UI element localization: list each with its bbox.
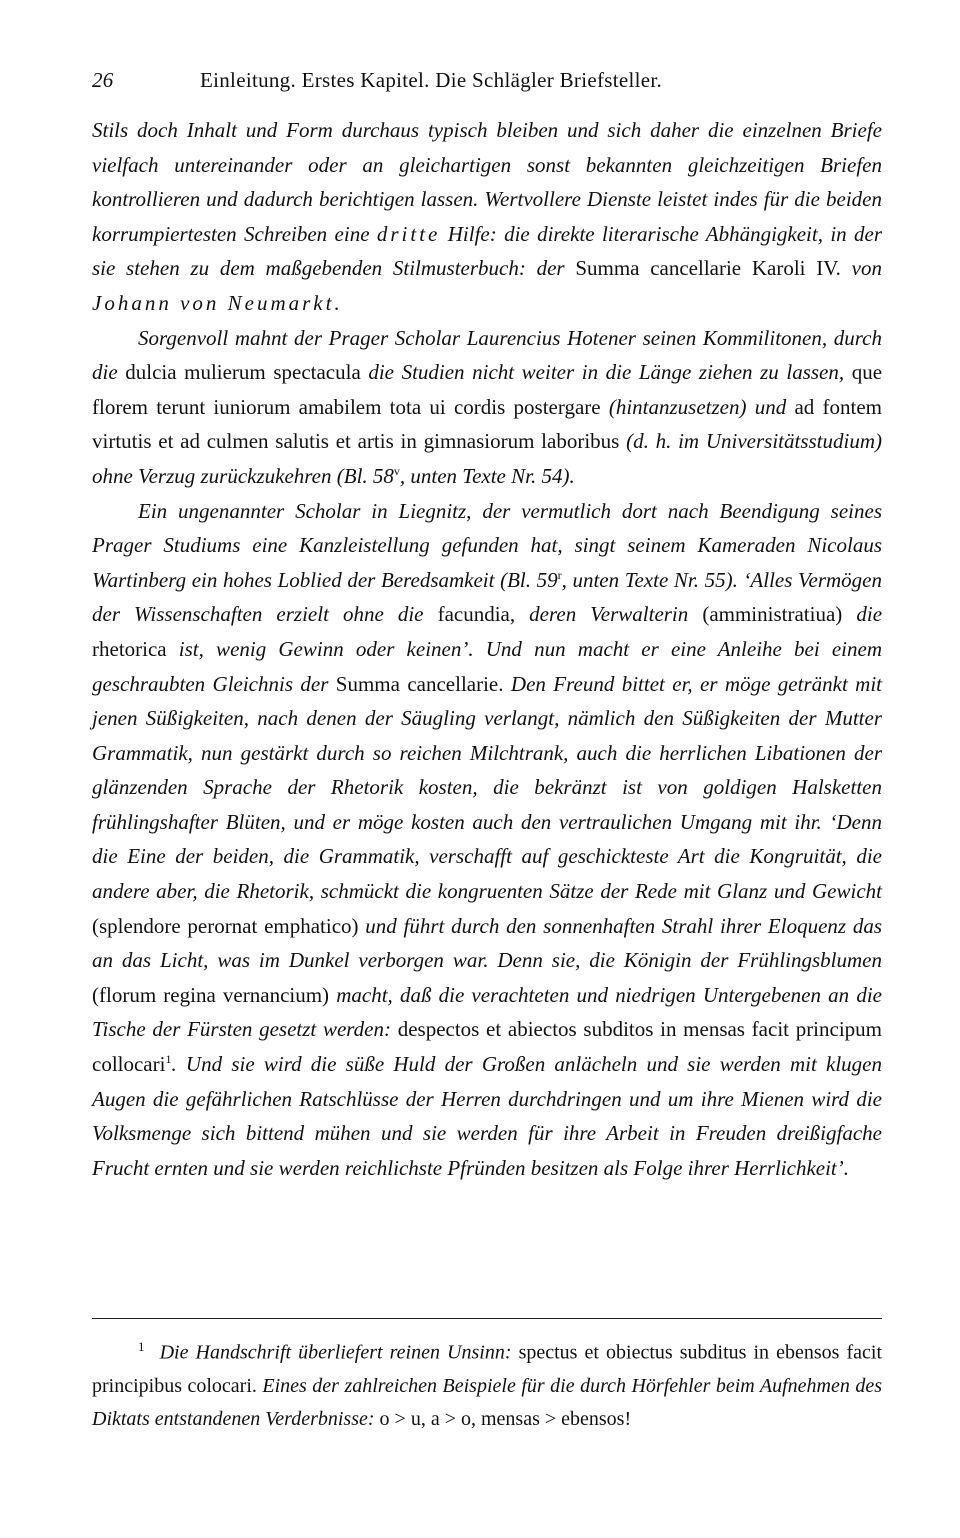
text-segment: Die Handschrift überliefert reinen Unsinn:: [159, 1341, 519, 1364]
running-title: Einleitung. Erstes Kapitel. Die Schlägler Briefsteller.: [200, 68, 663, 92]
text-segment: (splendore perornat emphatico): [92, 913, 359, 938]
text-segment: , unten Texte Nr. 55). ‘Alles Vermögen der Wissenschaften erzielt ohne die: [92, 567, 882, 627]
text-segment: die: [842, 602, 883, 627]
text-segment: rhetorica: [92, 636, 167, 661]
paragraph: [92, 321, 882, 494]
superscript: 1: [165, 1052, 172, 1067]
text-segment: , unten Texte Nr. 54).: [399, 463, 575, 488]
text-segment: von: [840, 256, 882, 281]
text-segment: und führt durch den sonnenhaften Strahl ihrer Eloquenz das an das Licht, was im Dunkel verborgen war. Denn sie, die Königin der Frühlingsblumen: [92, 913, 882, 973]
text-segment: dulcia mulierum spectacula: [125, 360, 361, 385]
text-segment: despectos et abiectos subditos in mensas facit principum collocari: [92, 1017, 883, 1077]
text-segment: macht, daß die verachteten und niedrigen Untergebenen an die Tische der Fürsten gesetzt werden:: [92, 982, 882, 1042]
paragraph: [92, 113, 882, 321]
text-segment: ist, wenig Gewinn oder keinen’. Und nun macht er eine Anleihe bei einem geschraubten Gleichnis der: [92, 636, 882, 696]
text-segment: Eines der zahlreichen Beispiele für die durch Hörfehler beim Aufnehmen des Diktats entstandenen Verderbnisse:: [92, 1374, 882, 1430]
text-segment: Stils doch Inhalt und Form durchaus typisch bleiben und sich daher die einzelnen Briefe vielfach untereinander oder an gleichartigen sonst bekannten gleichzeitigen Briefen kontrollieren und dadurch berichtigen lassen. Wertvollere Dienste leistet indes für die beiden korrumpiertesten Schreiben eine: [92, 118, 882, 246]
superscript: v: [393, 463, 400, 478]
text-segment: que florem terunt iuniorum amabilem tota ui cordis postergare: [92, 360, 883, 419]
text-segment: (hintanzusetzen) und: [600, 394, 795, 419]
text-segment: dritte: [376, 221, 441, 246]
text-segment: (amministratiua): [702, 602, 843, 627]
text-segment: . Und sie wird die süße Huld der Großen anlächeln und sie werden mit klugen Augen die gefährlichen Ratschlüsse der Herren durchdringen und um ihre Mienen wird die Volksmenge sich bittend mühen und sie werden für ihre Arbeit in Freuden dreißigfache Frucht ernten und sie werden reichlichste Pfründen besitzen als Folge ihrer Herrlichkeit’.: [92, 1052, 882, 1180]
text-segment: facundia,: [437, 602, 516, 627]
text-segment: Den Freund bittet er, er möge getränkt mit jenen Süßigkeiten, nach denen der Säugling verlangt, nämlich den Süßigkeiten der Mutter Grammatik, nun gestärkt durch so reichen Milchtrank, auch die herrlichen Libationen der glänzenden Sprache der Rhetorik kosten, die bekränzt ist von goldigen Halsketten frühlingshafter Blüten, und er möge kosten auch den vertraulichen Umgang mit ihr. ‘Denn die Eine der beiden, die Grammatik, verschafft auf geschickteste Art die Kongruität, die andere aber, die Rhetorik, schmückt die kongruenten Sätze der Rede mit Glanz und Gewicht: [92, 671, 882, 904]
footnote: [92, 1330, 882, 1436]
page-content: [92, 68, 882, 1185]
text-segment: ad fontem virtutis et ad culmen salutis et artis in gimnasiorum laboribus: [92, 394, 882, 454]
text-segment: die Studien nicht weiter in die Länge ziehen zu lassen,: [360, 360, 852, 385]
running-header: [92, 68, 882, 93]
superscript: r: [557, 567, 562, 582]
text-segment: deren Verwalterin: [515, 602, 703, 627]
footnote-divider: [92, 1318, 882, 1319]
page-number: 26: [92, 68, 114, 92]
text-segment: Ein ungenannter Scholar in Liegnitz, der vermutlich dort nach Beendigung seines Prager Studiums eine Kanzleistellung gefunden hat, singt seinem Kameraden Nicolaus Wartinberg ein hohes Loblied der Beredsamkeit (Bl. 59: [92, 498, 882, 592]
text-segment: Sorgenvoll mahnt der Prager Scholar Laurencius Hotener seinen Kommilitonen, durch die: [92, 325, 882, 385]
text-segment: (florum regina vernancium): [92, 982, 330, 1007]
footnote-marker: 1: [138, 1339, 145, 1354]
body-text: [92, 113, 882, 1185]
text-segment: Summa cancellarie Karoli IV.: [575, 256, 841, 281]
text-segment: o > u, a > o, mensas > ebensos!: [379, 1407, 632, 1430]
text-segment: spectus et obiectus subditus in ebensos facit principibus colocari.: [92, 1341, 883, 1397]
text-segment: Johann von Neumarkt.: [92, 290, 343, 315]
paragraph: [92, 494, 882, 1186]
text-segment: (d. h. im Universitätsstudium) ohne Verzug zurückzukehren (Bl. 58: [92, 429, 882, 488]
text-segment: Hilfe: die direkte literarische Abhängigkeit, in der sie stehen zu dem maßgebenden Stilmusterbuch: der: [92, 221, 882, 281]
text-segment: Summa cancellarie.: [335, 671, 504, 696]
